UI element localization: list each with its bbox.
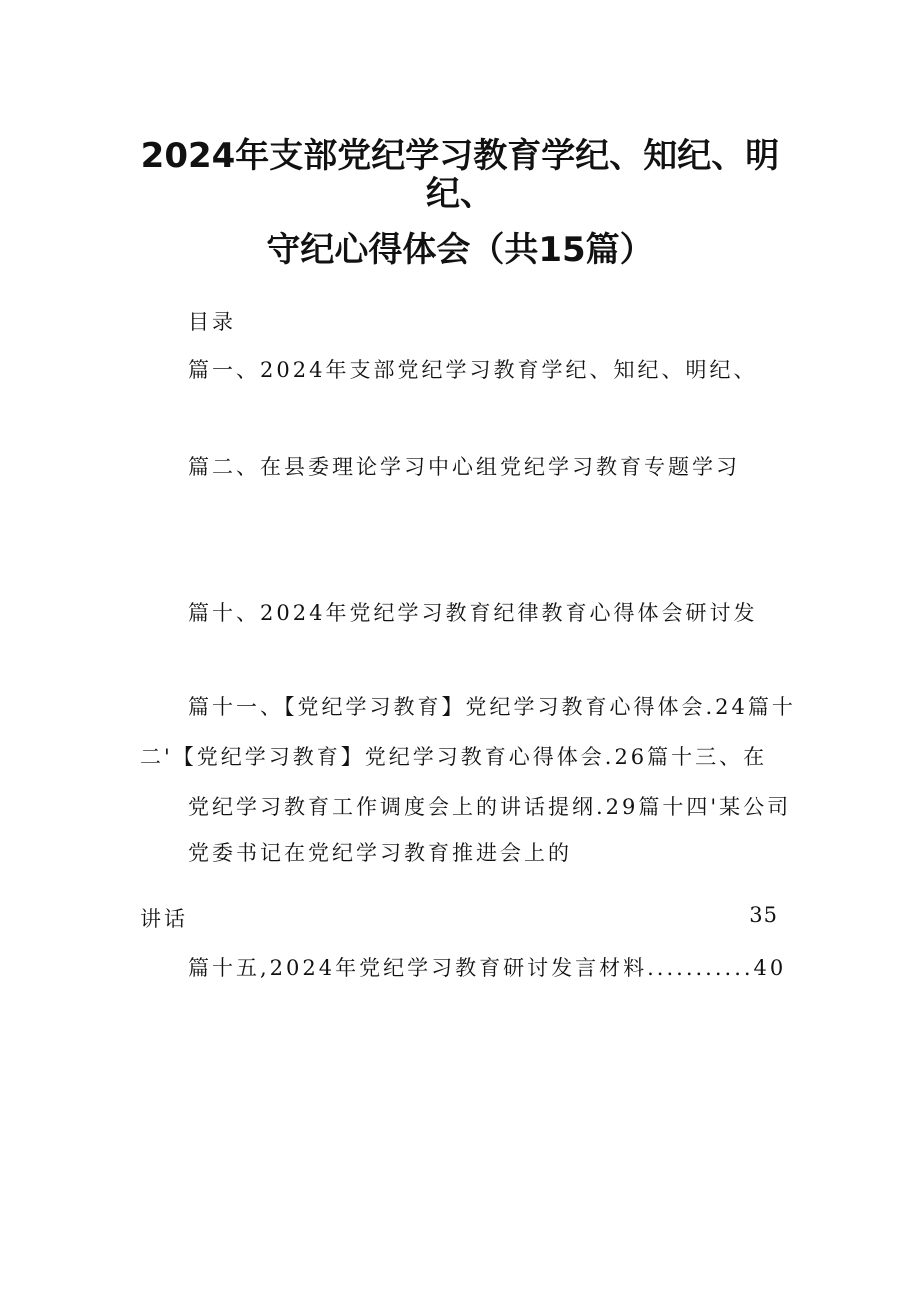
toc-entry-14-tail: 讲话 (140, 907, 188, 931)
toc-entry-15: 篇十五,2024年党纪学习教育研讨发言材料...........40 (188, 956, 787, 980)
toc-entry-10: 篇十、2024年党纪学习教育纪律教育心得体会研讨发 (188, 601, 758, 625)
document-title-line-3: 守纪心得体会（共15篇） (266, 230, 654, 270)
document-title-line-1: 2024年支部党纪学习教育学纪、知纪、明 (140, 136, 780, 176)
toc-entry-2: 篇二、在县委理论学习中心组党纪学习教育专题学习 (188, 455, 740, 479)
toc-paragraph-line-2: 二'【党纪学习教育】党纪学习教育心得体会.26篇十三、在 (140, 745, 768, 769)
toc-heading: 目录 (188, 310, 236, 334)
document-title-line-2: 纪、 (426, 174, 494, 214)
toc-entry-1: 篇一、2024年支部党纪学习教育学纪、知纪、明纪、 (188, 358, 758, 382)
toc-paragraph-line-4: 党委书记在党纪学习教育推进会上的 (188, 841, 572, 865)
toc-paragraph-line-3: 党纪学习教育工作调度会上的讲话提纲.29篇十四'某公司 (188, 795, 792, 819)
toc-paragraph-line-1: 篇十一、【党纪学习教育】党纪学习教育心得体会.24篇十 (188, 695, 796, 719)
toc-entry-14-page-number: 35 (749, 903, 778, 927)
